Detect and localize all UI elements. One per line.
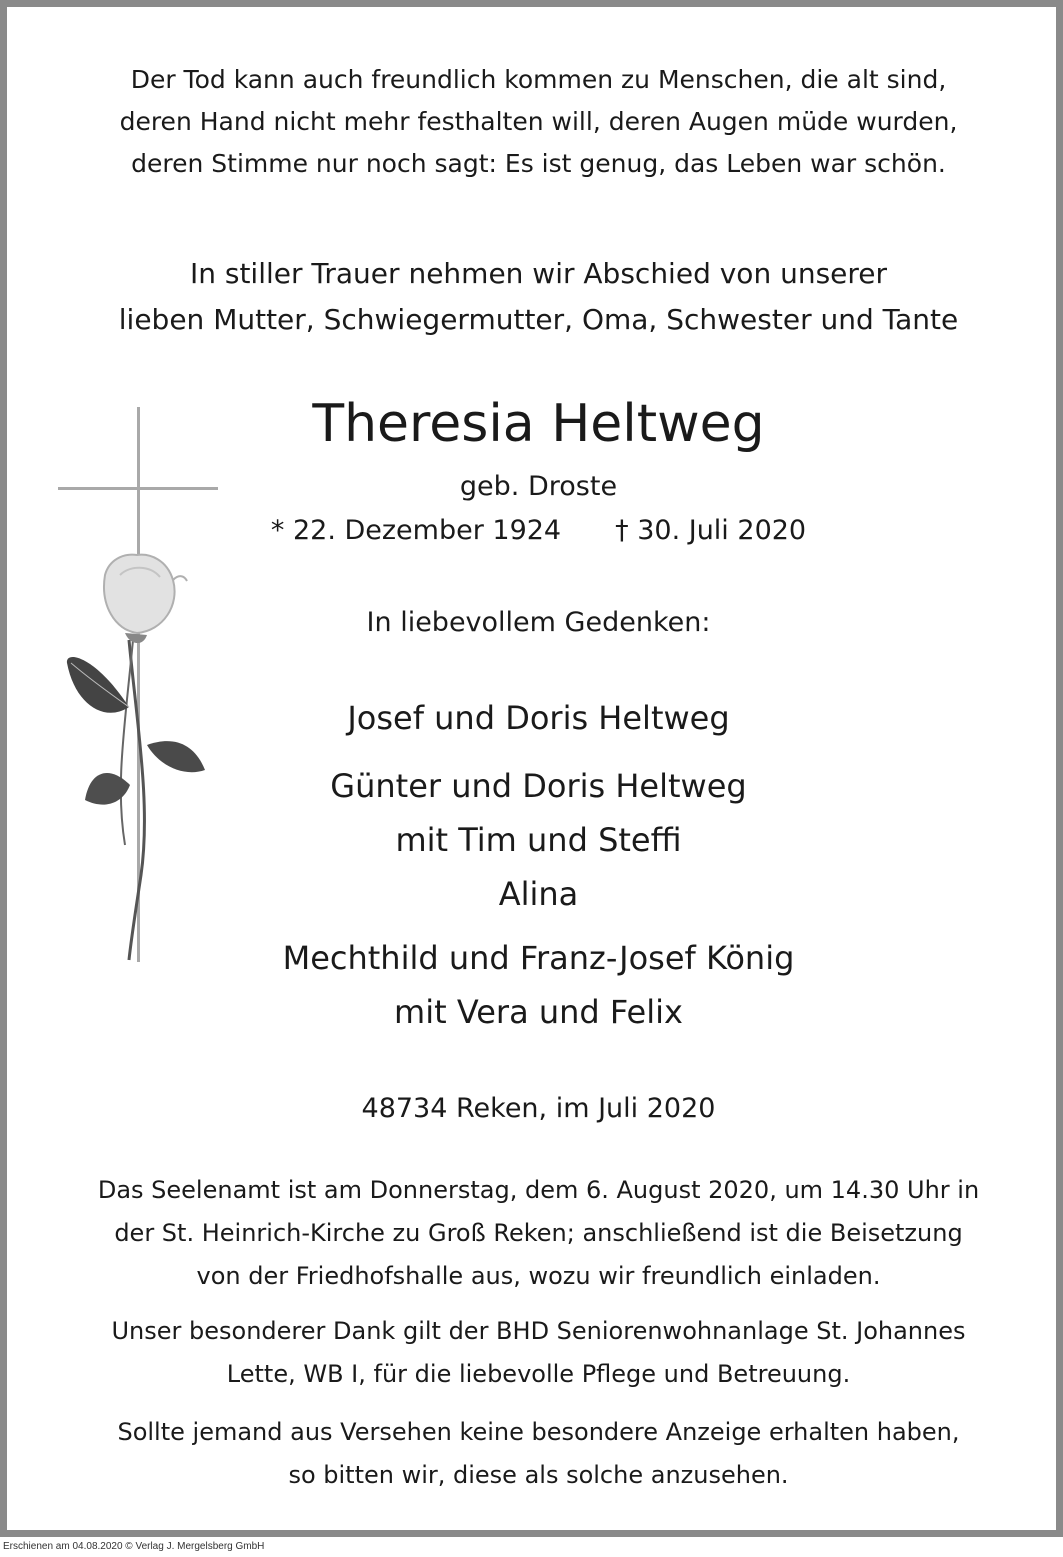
family-line: Josef und Doris Heltweg <box>347 699 730 737</box>
family-line: Alina <box>498 875 579 913</box>
family-group <box>7 931 1063 1039</box>
place-date: 48734 Reken, im Juli 2020 <box>361 1093 716 1124</box>
verse <box>7 59 1063 185</box>
intro-text <box>7 251 1063 343</box>
intro-line: lieben Mutter, Schwiegermutter, Oma, Schwester und Tante <box>118 303 959 336</box>
notice-line: Sollte jemand aus Versehen keine besondere Anzeige erhalten haben, <box>117 1418 960 1446</box>
verse-line: Der Tod kann auch freundlich kommen zu Menschen, die alt sind, <box>130 65 947 94</box>
publication-footer: Erschienen am 04.08.2020 © Verlag J. Mergelsberg GmbH <box>3 1541 265 1552</box>
notice-line: so bitten wir, diese als solche anzusehen. <box>288 1461 789 1489</box>
verse-line: deren Hand nicht mehr festhalten will, deren Augen müde wurden, <box>119 107 958 136</box>
deceased-name: Theresia Heltweg <box>312 394 765 454</box>
death-date: † 30. Juli 2020 <box>615 515 807 546</box>
memory-heading: In liebevollem Gedenken: <box>366 607 711 638</box>
apology-notice <box>7 1411 1063 1497</box>
notice-line: der St. Heinrich-Kirche zu Groß Reken; anschließend ist die Beisetzung <box>114 1219 963 1247</box>
intro-line: In stiller Trauer nehmen wir Abschied von unserer <box>189 257 888 290</box>
verse-line: deren Stimme nur noch sagt: Es ist genug, das Leben war schön. <box>131 149 946 178</box>
life-dates <box>7 510 1063 552</box>
funeral-notice <box>7 1169 1063 1298</box>
family-group <box>7 691 1063 745</box>
birth-date: * 22. Dezember 1924 <box>270 515 562 546</box>
notice-line: Unser besonderer Dank gilt der BHD Seniorenwohnanlage St. Johannes <box>111 1317 966 1345</box>
notice-line: Das Seelenamt ist am Donnerstag, dem 6. August 2020, um 14.30 Uhr in <box>97 1176 980 1204</box>
notice-line: von der Friedhofshalle aus, wozu wir freundlich einladen. <box>196 1262 881 1290</box>
family-group <box>7 759 1063 921</box>
thanks-notice <box>7 1310 1063 1396</box>
family-line: Mechthild und Franz-Josef König <box>282 939 795 977</box>
maiden-name: geb. Droste <box>459 471 618 502</box>
notice-line: Lette, WB I, für die liebevolle Pflege und Betreuung. <box>226 1360 851 1388</box>
family-line: mit Tim und Steffi <box>395 821 682 859</box>
family-line: Günter und Doris Heltweg <box>330 767 747 805</box>
family-line: mit Vera und Felix <box>394 993 683 1031</box>
